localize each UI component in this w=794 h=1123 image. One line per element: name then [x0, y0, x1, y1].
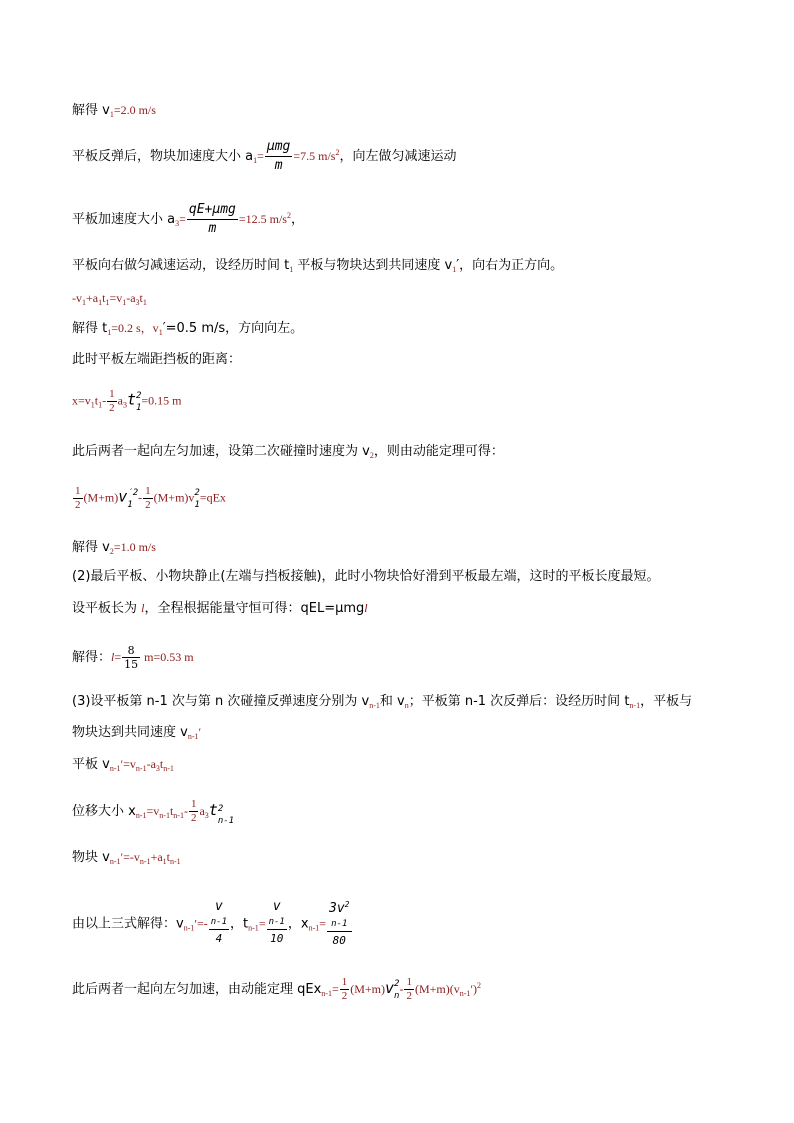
- fraction-qe-umg-over-m: $\frac{\text{qE+μmg}}{m}$: [188, 202, 236, 236]
- second-collision-text: 此后两者一起向左匀加速，设第二次碰撞时速度为 $v_2$，则由动能定理可得：: [72, 444, 504, 460]
- fraction-8-over-15: $\frac{8}{15}$: [124, 644, 139, 671]
- distance-heading: 此时平板左端距挡板的距离：: [72, 352, 242, 367]
- block-acceleration: 平板反弹后，物块加速度大小 $a_1=$ $\frac{\text{μmg}}{m}$ =7.5 $m/s^2$，向左做匀减速运动: [72, 139, 457, 173]
- result-plate-length: 解得：l= $\frac{8}{15}$ m=0.53 m: [72, 644, 194, 671]
- result-t1: 解得 $t_1=0.2$ s，$v_1'=0.5$ m/s，方向向左。: [72, 321, 304, 337]
- part2-statement: (2)最后平板、小物块静止(左端与挡板接触)，此时小物块恰好滑到平板最左端，这时的平板长度最短。: [72, 569, 660, 584]
- plate-deceleration-text: 平板向右做匀减速运动，设经历时间 $t_1$ 平板与物块达到共同速度 $v_1'$，向右为正方向。: [72, 258, 564, 274]
- three-equation-solution: 由以上三式解得：$v_{n-1}'=-$ v n-1 4 ，$t_{n-1}=$ v n-1 10 ，$x_{n-1}=$ $3v^2$ n-1 80: [72, 899, 350, 947]
- fraction-one-half: $\frac{1}{2}$: [109, 388, 115, 414]
- final-energy-theorem: 此后两者一起向左匀加速，由动能定理 qEx$_{n-1}$= $\frac{1}{2}$ (M+m)v 2 n - $\frac{1}{2}$ $(M+m)(v_{n-1}')^2$: [72, 976, 482, 1002]
- part3-statement: (3)设平板第 n-1 次与第 n 次碰撞反弹速度分别为 $v_{n-1}$和 $v_n$；平板第 n-1 次反弹后：设经历时间 $t_{n-1}$，平板与: [72, 694, 693, 710]
- displacement-equation: 位移大小 $x_{n-1}=v_{n-1}t_{n-1}-$ $\frac{1}{2}$ $a_3t$ 2 n-1: [72, 798, 235, 826]
- energy-theorem-equation: $\frac{1}{2}$ (M+m)v ′2 1 - $\frac{1}{2}$ (M+m)v 2 1 =qEx: [75, 485, 226, 511]
- velocity-equation: $-v_1+a_1t_1=v_1-a_3t_1$: [72, 291, 147, 307]
- fraction-umg-over-m: $\frac{\text{μmg}}{m}$: [266, 139, 291, 173]
- plate-acceleration: 平板加速度大小 $a_3=$ $\frac{\text{qE+μmg}}{m}$ =12.5 $m/s^2$，: [72, 202, 304, 236]
- common-velocity-text: 物块达到共同速度 $v_{n-1}'$: [72, 725, 202, 741]
- distance-equation: $x=v_1t_1-$ $\frac{1}{2}$ $a_3t$ 2 1 =0.15 m: [72, 388, 182, 414]
- plate-length-energy: 设平板长为 l，全程根据能量守恒可得：qEL=μmgl: [72, 601, 368, 616]
- block-velocity-equation: 物块 $v_{n-1}'=-v_{n-1}+a_1t_{n-1}$: [72, 850, 181, 866]
- result-v1: 解得 $v_1=2.0$ m/s: [72, 103, 156, 119]
- plate-velocity-equation: 平板 $v_{n-1}'=v_{n-1}-a_3t_{n-1}$: [72, 757, 174, 773]
- result-v2: 解得 $v_2=1.0$ m/s: [72, 540, 156, 556]
